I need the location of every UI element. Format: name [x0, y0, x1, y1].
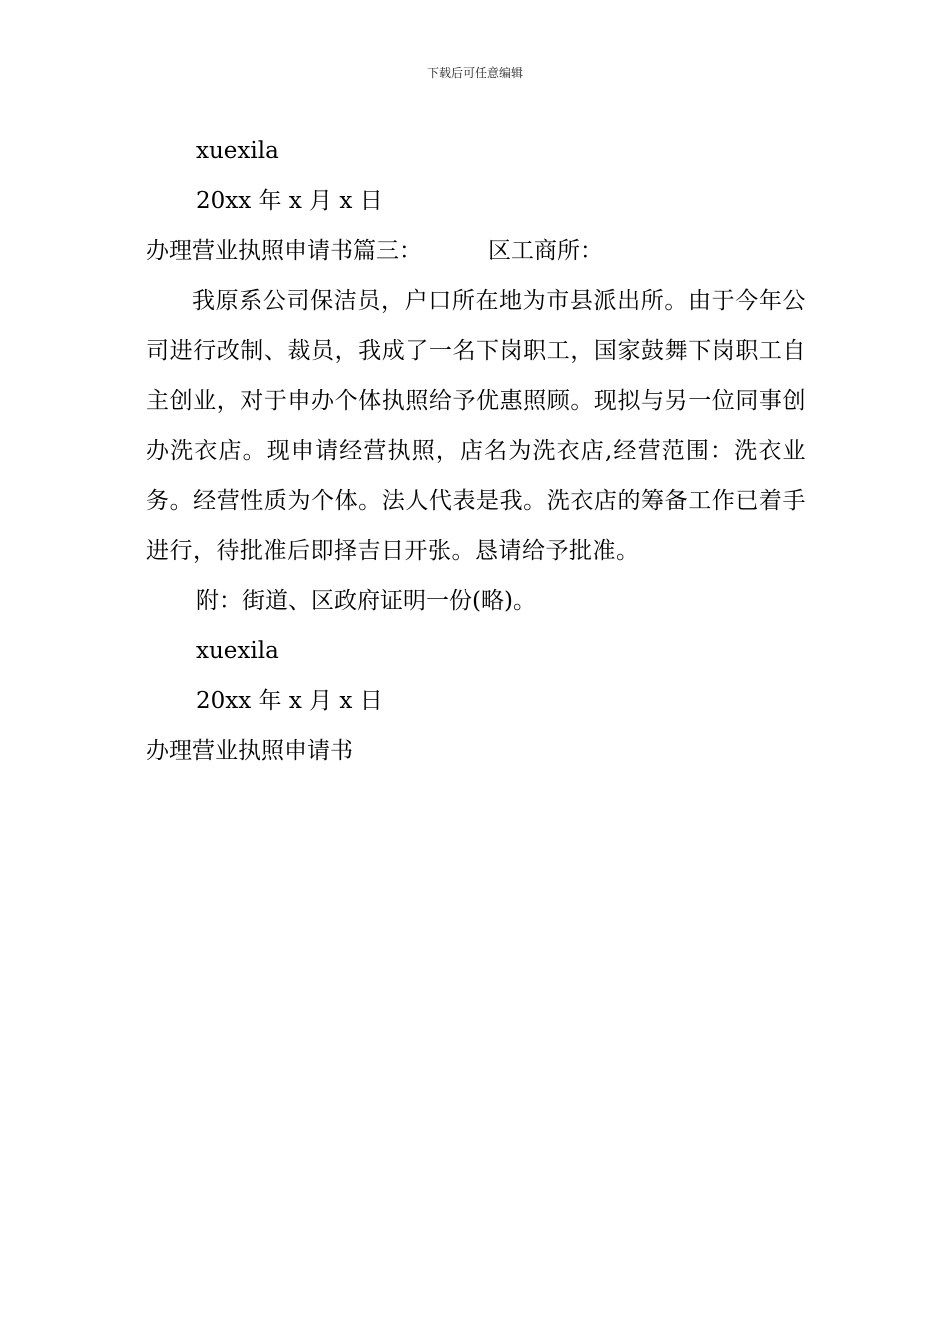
signature-date-second: 20xx 年 x 月 x 日 [196, 688, 383, 714]
signature-date: 20xx 年 x 月 x 日 [196, 188, 383, 214]
signature-name-second: xuexila [196, 638, 279, 664]
page-header-note: 下载后可任意编辑 [426, 66, 523, 80]
document-body [146, 126, 806, 776]
section-title: 办理营业执照申请书篇三： [146, 238, 422, 264]
closing-title: 办理营业执照申请书 [146, 738, 353, 764]
application-paragraph: 我原系公司保洁员，户口所在地为市县派出所。由于今年公司进行改制、裁员，我成了一名下岗职工，国家鼓舞下岗职工自主创业，对于申办个体执照给予优惠照顾。现拟与另一位同事创办洗衣店。现申请经营执照，店名为洗衣店,经营范围：洗衣业务。经营性质为个体。法人代表是我。洗衣店的筹备工作已着手进行，待批准后即择吉日开张。恳请给予批准。 [146, 288, 806, 564]
signature-name: xuexila [196, 138, 279, 164]
attachment-note: 附：街道、区政府证明一份(略)。 [196, 588, 536, 614]
section-heading [146, 226, 806, 276]
recipient-line: 区工商所： [488, 238, 603, 264]
